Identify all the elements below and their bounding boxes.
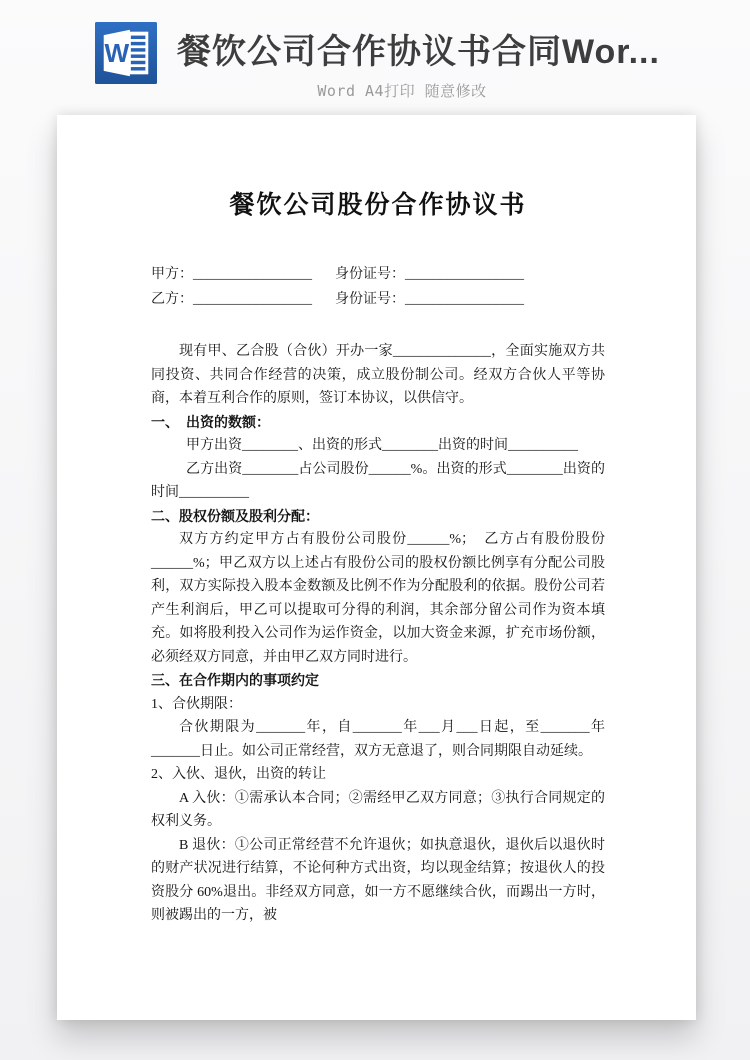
party-id-label: 身份证号： [335, 267, 405, 282]
word-icon-letter: W [104, 38, 130, 69]
party-id-blank: _________________ [405, 292, 524, 307]
party-id-label: 身份证号： [335, 292, 405, 307]
paragraph-withdraw: B 退伙：①公司正常经营不允许退伙；如执意退伙，退伙后以退伙时的财产状况进行结算，不论何种方式出资，均以现金结算；按退伙人的投资股分 60%退出。非经双方同意，如一方不愿继续合伙，而踢出一方时，则被踢出的一方，被 [151, 837, 605, 923]
section-heading-3: 三、在合作期内的事项约定 [151, 672, 319, 688]
document-title: 餐饮公司股份合作协议书 [229, 192, 527, 219]
fill-in-line-jiafang: 甲方出资________、出资的形式________出资的时间__________ [186, 438, 578, 453]
document-page [57, 115, 696, 1020]
header-subtitle: Word A4打印 随意修改 [317, 82, 487, 100]
party-role-label: 甲方： [151, 267, 193, 282]
paragraph-equity: 双方方约定甲方占有股份公司股份______%； 乙方占有股份股份______%；甲乙双方以上述占有股份公司的股权份额比例享有分配公司股利，双方实际投入股本金数额及比例不作为分配股利的依据。股份公司若产生利润后，甲乙可以提取可分得的利润，其余部分留公司作为资本填充。如将股利投入公司作为运作资金，以加大资金来源，扩充市场份额，必须经双方同意，并由甲乙双方同时进行。 [151, 532, 605, 665]
sub-item-1: 1、合伙期限： [151, 696, 242, 712]
header [0, 0, 750, 115]
paragraph-join: A 入伙：①需承认本合同；②需经甲乙双方同意；③执行合同规定的权利义务。 [151, 790, 605, 829]
party-role-label: 乙方： [151, 292, 193, 307]
header-title: 餐饮公司合作协议书合同Wor... [177, 33, 660, 71]
word-icon [95, 22, 157, 84]
fill-in-line-yifang: 乙方出资________占公司股份______%。出资的形式________出资的时间__________ [151, 461, 605, 500]
section-heading-2: 二、股权份额及股利分配： [151, 507, 319, 524]
party-row-jiafang [151, 262, 605, 287]
paragraph-term: 合伙期限为_______年，自_______年___月___日起，至_______年_______日止。如公司正常经营，双方无意退了，则合同期限自动延续。 [151, 720, 605, 759]
party-row-yifang [151, 287, 605, 312]
document-body [151, 340, 605, 928]
party-section [151, 262, 605, 312]
section-heading-1: 一、 出资的数额： [151, 413, 270, 430]
party-role-blank: _________________ [193, 292, 312, 307]
paragraph-intro: 现有甲、乙合股（合伙）开办一家______________，全面实施双方共同投资、共同合作经营的决策，成立股份制公司。经双方合伙人平等协商，本着互利合作的原则，签订本协议，以供信守。 [151, 344, 605, 406]
party-id-blank: _________________ [405, 267, 524, 282]
party-role-blank: _________________ [193, 267, 312, 282]
sub-item-2: 2、入伙、退伙，出资的转让 [151, 767, 326, 782]
